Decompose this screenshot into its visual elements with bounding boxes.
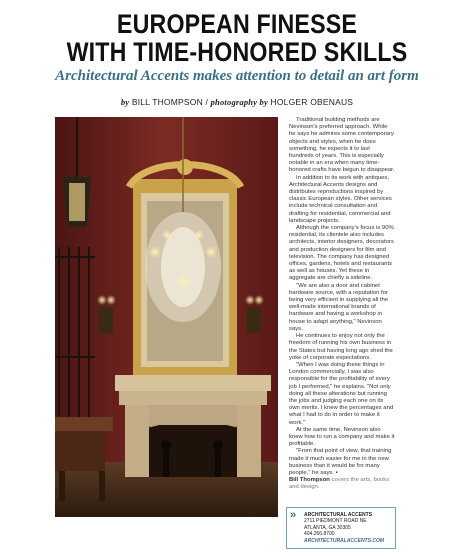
headline-line-2: WITH TIME-HONORED SKILLS [66, 37, 408, 67]
paragraph: Although the company's focus is 90% residential, its clientele also includes architects, interior designers, decorators and production designers for film and television. The company has designed offices, gardens, hotels and restaurants as well as houses. Yet these in aggregate are chiefly a sideline. [289, 225, 394, 282]
byline-photo-label: photography by [210, 97, 268, 107]
paragraph: "We are also a door and cabinet hardware source, with a reputation for being very efficient in supplying all the well-made international brands of hardware and having a workshop in house to adapt anything," Nevinson says. [289, 282, 389, 332]
interior-photo-illustration [55, 117, 278, 517]
paragraph: "When I was doing these things in London commercially, I was also responsible for the profitability of every job I performed," he explains. "Not only doing all these alterations but running the jobs and judging each one on its own merits. I knew the percentages and what I had to do in order to make it work." [289, 361, 394, 426]
paragraph: "From that point of view, that training made it much easier for me in the new business than it would be for many people," he says. ▪ [289, 448, 392, 476]
paragraph: At the same time, Nevinson also knew how to run a company and make it profitable. [289, 426, 395, 448]
article-body [289, 117, 395, 477]
byline-by-label: by [120, 97, 130, 107]
stone-fireplace [115, 375, 271, 477]
byline-photographer: HOLGER OBENAUS [270, 97, 354, 107]
business-info-box [286, 507, 396, 549]
subhead: Architectural Accents makes attention to detail an art form [55, 68, 419, 84]
bio-name: Bill Thompson [289, 477, 330, 483]
chevron-right-icon: » [290, 509, 297, 521]
business-address-line-1: 2711 PIEDMONT ROAD NE [304, 518, 367, 525]
author-bio [289, 477, 395, 491]
headline-line-1: EUROPEAN FINESSE [116, 9, 358, 39]
paragraph: He continues to enjoy not only the freedom of running his own business in the States but having long ago shed the yoke of corporate expectations. [289, 333, 393, 361]
byline-separator: / [205, 97, 211, 107]
paragraph: Traditional building methods are Nevinson's preferred approach. While he says he admires some contemporary objects and styles, when he does something, he expects it to last hundreds of years. This is especially notable in an era when many time-honored crafts have begun to disappear. [289, 117, 395, 174]
business-name: ARCHITECTURAL ACCENTS [304, 512, 373, 518]
business-website-link[interactable]: ARCHITECTURALACCENTS.COM [304, 537, 384, 544]
business-info-lines [304, 512, 384, 544]
paragraph: In addition to its work with antiques, Architectural Accents designs and distributes reproductions inspired by classic European styles. Other services include technical consultation and drafting for residential, commercial and landscape projects. [289, 174, 392, 224]
business-phone: 404.266.8700 [304, 531, 335, 538]
business-address-line-2: ATLANTA, GA 30305 [304, 524, 351, 531]
headline [33, 10, 441, 66]
bio-text: covers the arts, books and design. [289, 477, 390, 491]
interior-photo [55, 117, 278, 517]
byline-author: BILL THOMPSON [131, 97, 203, 107]
byline [0, 97, 474, 107]
